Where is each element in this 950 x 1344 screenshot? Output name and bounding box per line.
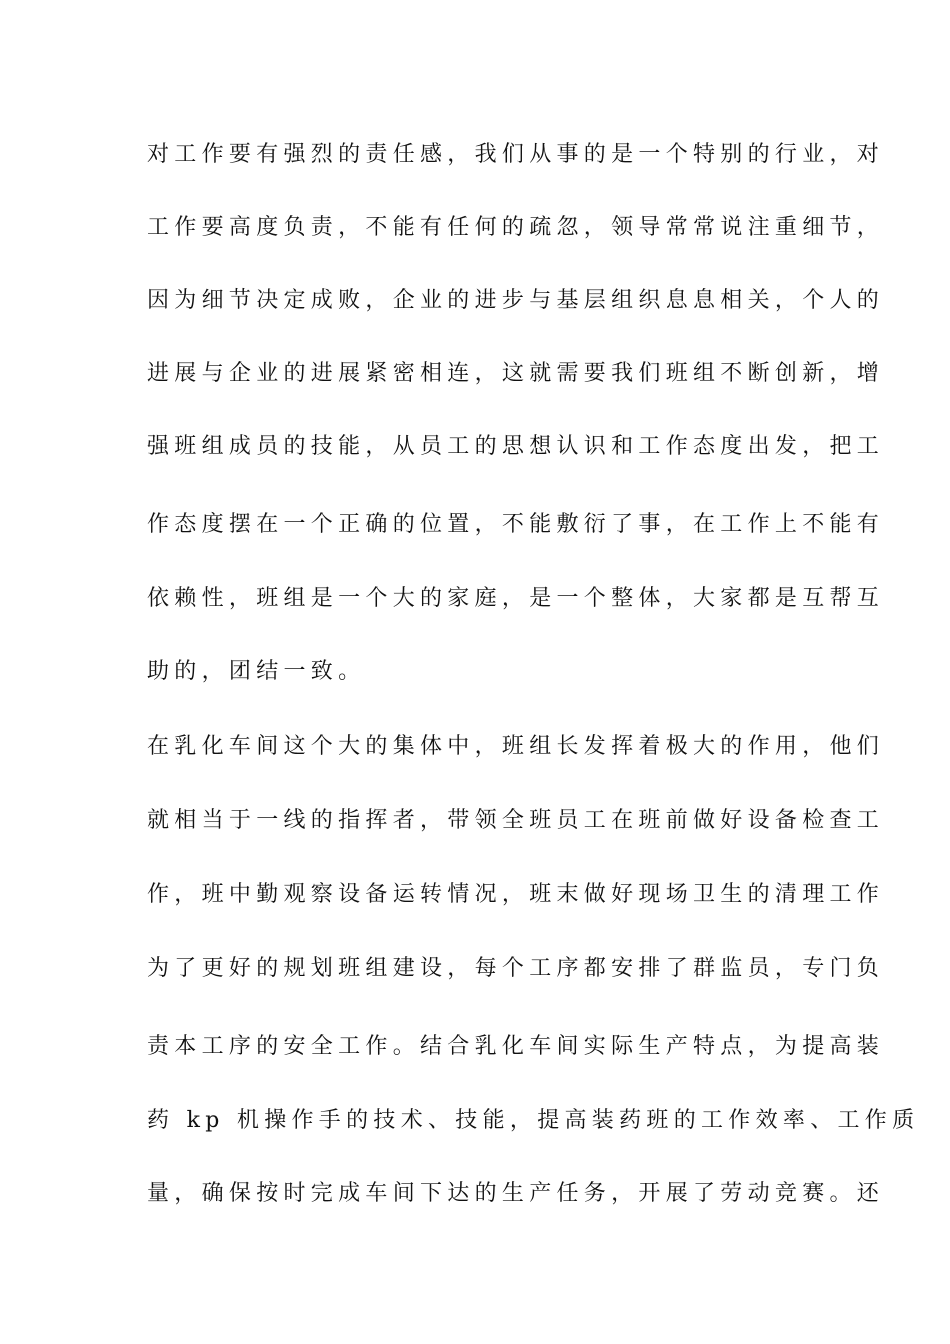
text-line: 工作要高度负责，不能有任何的疏忽，领导常常说注重细节， — [147, 215, 885, 240]
text-line: 量，确保按时完成车间下达的生产任务，开展了劳动竞赛。还 — [147, 1181, 885, 1206]
text-line: 作态度摆在一个正确的位置，不能敷衍了事，在工作上不能有 — [147, 512, 885, 537]
text-line: 作，班中勤观察设备运转情况，班末做好现场卫生的清理工作 — [147, 882, 885, 907]
text-line: 在乳化车间这个大的集体中，班组长发挥着极大的作用，他们 — [147, 734, 885, 759]
text-line: 助的，团结一致。 — [147, 659, 366, 684]
text-line: 强班组成员的技能，从员工的思想认识和工作态度出发，把工 — [147, 434, 885, 459]
text-line: 责本工序的安全工作。结合乳化车间实际生产特点，为提高装 — [147, 1034, 885, 1059]
text-line: 依赖性，班组是一个大的家庭，是一个整体，大家都是互帮互 — [147, 586, 885, 611]
text-line: 为了更好的规划班组建设，每个工序都安排了群监员，专门负 — [147, 956, 885, 981]
text-line: 因为细节决定成败，企业的进步与基层组织息息相关，个人的 — [147, 288, 885, 313]
text-line: 就相当于一线的指挥者，带领全班员工在班前做好设备检查工 — [147, 808, 885, 833]
text-line: 药 kp 机操作手的技术、技能，提高装药班的工作效率、工作质 — [147, 1108, 920, 1133]
text-line: 进展与企业的进展紧密相连，这就需要我们班组不断创新，增 — [147, 361, 885, 386]
text-line: 对工作要有强烈的责任感，我们从事的是一个特别的行业，对 — [147, 142, 885, 167]
